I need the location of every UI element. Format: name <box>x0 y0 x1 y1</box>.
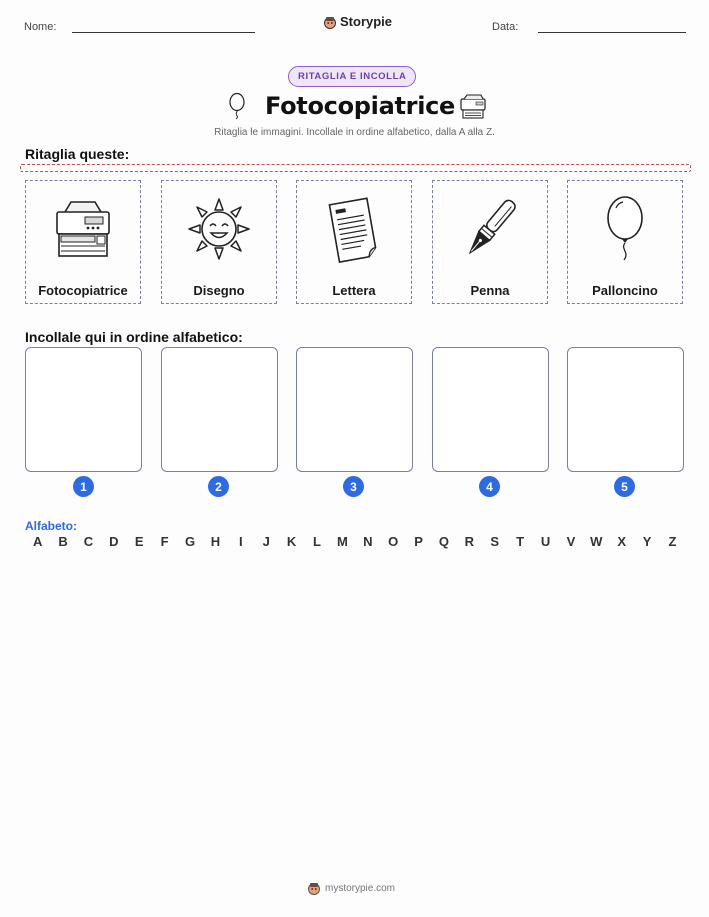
alphabet-letter: L <box>313 534 321 549</box>
slot-number-badge: 1 <box>73 476 94 497</box>
brand-name: Storypie <box>340 14 393 29</box>
balloon-icon <box>227 92 247 125</box>
alphabet-letter: V <box>566 534 576 549</box>
alphabet-letter: Q <box>438 534 449 549</box>
card-label: Disegno <box>193 283 245 298</box>
paste-slot-1[interactable] <box>25 347 142 472</box>
card-label: Lettera <box>332 283 376 298</box>
cut-card-penna[interactable] <box>432 180 548 304</box>
storypie-mascot-icon <box>323 15 337 29</box>
footer-url: mystorypie.com <box>325 882 396 894</box>
fountain-pen-icon <box>433 189 547 269</box>
alphabet-letter: P <box>414 534 423 549</box>
slot-number-badge: 3 <box>343 476 364 497</box>
footer <box>307 881 395 895</box>
alphabet-letter: H <box>210 534 221 549</box>
alphabet-letter: K <box>286 534 297 549</box>
cut-heading: Ritaglia queste: <box>25 146 130 162</box>
storypie-mascot-icon <box>307 881 321 895</box>
photocopier-icon <box>458 93 488 126</box>
cut-line <box>20 164 691 172</box>
alphabet-letter: N <box>363 534 373 549</box>
alphabet-row <box>25 534 685 549</box>
slot-number-badge: 5 <box>614 476 635 497</box>
name-line[interactable] <box>72 32 255 33</box>
alphabet-letter: F <box>160 534 169 549</box>
cut-card-disegno[interactable] <box>161 180 277 304</box>
storypie-logo <box>323 14 392 29</box>
photocopier-icon <box>26 189 140 269</box>
date-line[interactable] <box>538 32 686 33</box>
alphabet-letter: U <box>540 534 551 549</box>
alphabet-title: Alfabeto: <box>25 519 77 533</box>
sun-drawing-icon <box>162 189 276 269</box>
letter-icon <box>297 189 411 269</box>
name-label: Nome: <box>24 21 57 33</box>
paste-heading: Incollale qui in ordine alfabetico: <box>25 329 243 345</box>
slot-number-badge: 4 <box>479 476 500 497</box>
alphabet-letter: X <box>617 534 627 549</box>
alphabet-letter: C <box>83 534 94 549</box>
paste-slot-2[interactable] <box>161 347 278 472</box>
alphabet-letter: Y <box>642 534 652 549</box>
activity-badge: RITAGLIA E INCOLLA <box>288 66 416 87</box>
paste-slot-4[interactable] <box>432 347 549 472</box>
cut-card-palloncino[interactable] <box>567 180 683 304</box>
balloon-icon <box>568 189 682 269</box>
alphabet-letter: T <box>516 534 525 549</box>
alphabet-letter: S <box>490 534 500 549</box>
page-title: Fotocopiatrice <box>265 92 456 120</box>
slot-number-badge: 2 <box>208 476 229 497</box>
paste-slot-3[interactable] <box>296 347 413 472</box>
alphabet-letter: M <box>336 534 348 549</box>
alphabet-letter: G <box>184 534 196 549</box>
paste-slot-5[interactable] <box>567 347 684 472</box>
alphabet-letter: J <box>262 534 270 549</box>
alphabet-letter: I <box>239 534 243 549</box>
cut-card-fotocopiatrice[interactable] <box>25 180 141 304</box>
card-label: Fotocopiatrice <box>38 283 128 298</box>
cut-card-lettera[interactable] <box>296 180 412 304</box>
alphabet-letter: W <box>590 534 603 549</box>
alphabet-letter: O <box>388 534 399 549</box>
alphabet-letter: R <box>464 534 475 549</box>
alphabet-letter: D <box>109 534 119 549</box>
date-label: Data: <box>492 21 519 33</box>
alphabet-letter: B <box>58 534 68 549</box>
card-label: Palloncino <box>592 283 658 298</box>
instructions: Ritaglia le immagini. Incollale in ordine alfabetico, dalla A alla Z. <box>214 127 495 138</box>
card-label: Penna <box>470 283 510 298</box>
alphabet-letter: A <box>33 534 43 549</box>
alphabet-letter: E <box>134 534 144 549</box>
alphabet-letter: Z <box>668 534 677 549</box>
